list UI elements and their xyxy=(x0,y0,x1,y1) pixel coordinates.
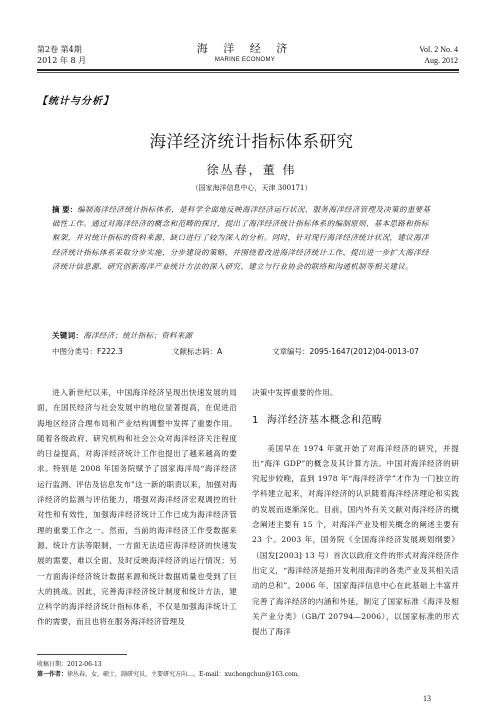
footnote-rule xyxy=(37,654,127,655)
affiliation: （国家海洋信息中心，天津 300171） xyxy=(191,184,312,192)
journal-name-cn: 海 洋 经 济 xyxy=(196,42,294,55)
body-column-right xyxy=(252,385,459,639)
volume-cn: 第2卷 第4期 xyxy=(37,45,82,54)
document-code: 文献标志码：A xyxy=(172,347,223,356)
clc-number: 中图分类号：F222.3 xyxy=(52,347,123,356)
authors: 徐丛春，董 伟 xyxy=(206,163,297,177)
abstract-text: 编制海洋经济统计指标体系，是科学全面地反映海洋经济运行状况、服务海洋经济管理及决策的重要基础性工作。通过对海洋经济的概念和范畴的探讨，提出了海洋经济统计指标体系的编制原则、基本思路和指标框架，并对统计指标的资料来源、缺口进行了较为深入的分析。同时，针对现行海洋经济统计状况，建议海洋经济统计指标体系采取分步实施、分步建设的策略，并围绕着改进海洋经济统计工作、提出进一步扩大海洋经济统计信息源、研究创新海洋产业统计方法的深入研究、建立与行业协会的联络和沟通机制等相关建议。 xyxy=(52,205,431,271)
intro-paragraph: 进入新世纪以来，中国海洋经济呈现出快速发展的局面，在国民经济与社会发展中的地位显著提高，在促进沿海地区经济合理布局和产业结构调整中发挥了重要作用。随着各级政府、研究机构和社会公众对海洋经济关注程度的日益提高，对海洋经济统计工作也提出了越来越高的要求。特别是 2008 年国务院赋予了国家海洋局“海洋经济运行监测、评估及信息发布”这一新的职责以来，加强对海洋经济的监测与评估能力，增强对海洋经济宏观调控的针对性和有效性，加强海洋经济统计工作已成为海洋经济管理的重要工作之一。然而，当前的海洋经济工作受数据来源、统计方法等限制，一方面无法适应海洋经济的快速发展的需要，难以全面、及时反映海洋经济的运行情况；另一方面海洋经济统计数据来源和统计数据质量也受到了巨大的挑战。因此，完善海洋经济统计制度和统计方法，建立科学的海洋经济统计指标体系，不仅是加强海洋统计工作的需要，而且也将在服务海洋经济管理及 xyxy=(37,388,237,627)
section-1-paragraph: 美国早在 1974 年就开始了对海洋经济的研究，并提出“海洋 GDP”的概念及其计算方法。中国对海洋经济的研究起步较晚，直到 1978 年“海洋经济学”才作为一门独立的学科建立起来，对海洋经济的认识随着海洋经济理论和实践的发展而逐渐深化。目前，国内外有关文献对海洋经济的概念阐述主要有 15 个，对海洋产业及相关概念的阐述主要有 23 个。2003 年，国务院《全国海洋经济发展规划纲要》（国发[2003] 13 号）首次以政府文件的形式对海洋经济作出定义，“海洋经济是指开发利用海洋的各类产业及其相关活动的总和”。2006 年，国家海洋信息中心在此基础上丰富并完善了海洋经济的内涵和外延，制定了国家标准《海洋及相关产业分类》（GB/T 20794—2006），以国家标准的形式提出了海洋 xyxy=(252,443,459,637)
column-tag: 【统计与分析】 xyxy=(37,96,114,107)
intro-continuation: 决策中发挥重要的作用。 xyxy=(252,388,338,397)
section-heading-1 xyxy=(252,413,459,428)
section-title: 海洋经济基本概念和范畴 xyxy=(266,415,383,427)
body-column-left xyxy=(37,385,237,630)
footnote xyxy=(37,660,457,680)
author-note-text: 徐丛春，女，硕士，副研究员，主要研究方向…。E-mail：xuchongchun@163.com。 xyxy=(67,671,304,678)
date-cn: 2012 年 8 月 xyxy=(37,56,87,65)
classification-line xyxy=(52,346,462,357)
abstract-label: 摘 要： xyxy=(52,205,78,214)
keywords-label: 关键词： xyxy=(52,331,84,340)
journal-name-en: MARINE ECONOMY xyxy=(214,57,276,63)
received-date: 收稿日期：2012-06-13 xyxy=(37,661,102,668)
section-number: 1 xyxy=(252,415,259,427)
author-note-label: 第一作者： xyxy=(37,671,68,678)
header-rule-thick xyxy=(37,69,459,71)
journal-issue-info-cn xyxy=(37,44,86,66)
keywords xyxy=(52,330,192,341)
abstract xyxy=(52,203,432,274)
article-number: 文章编号：2095-1647(2012)04-0013-07 xyxy=(272,347,419,356)
article-title: 海洋经济统计指标体系研究 xyxy=(149,132,354,151)
page-number: 13 xyxy=(423,694,431,703)
date-en: Aug. 2012 xyxy=(424,56,458,65)
volume-en: Vol. 2 No. 4 xyxy=(419,45,458,54)
author-note xyxy=(37,670,457,680)
journal-issue-info-en xyxy=(419,44,458,66)
journal-name xyxy=(190,42,300,65)
header-rule-thin xyxy=(37,72,459,73)
keywords-text: 海洋经济；统计指标；资料来源 xyxy=(83,331,193,340)
